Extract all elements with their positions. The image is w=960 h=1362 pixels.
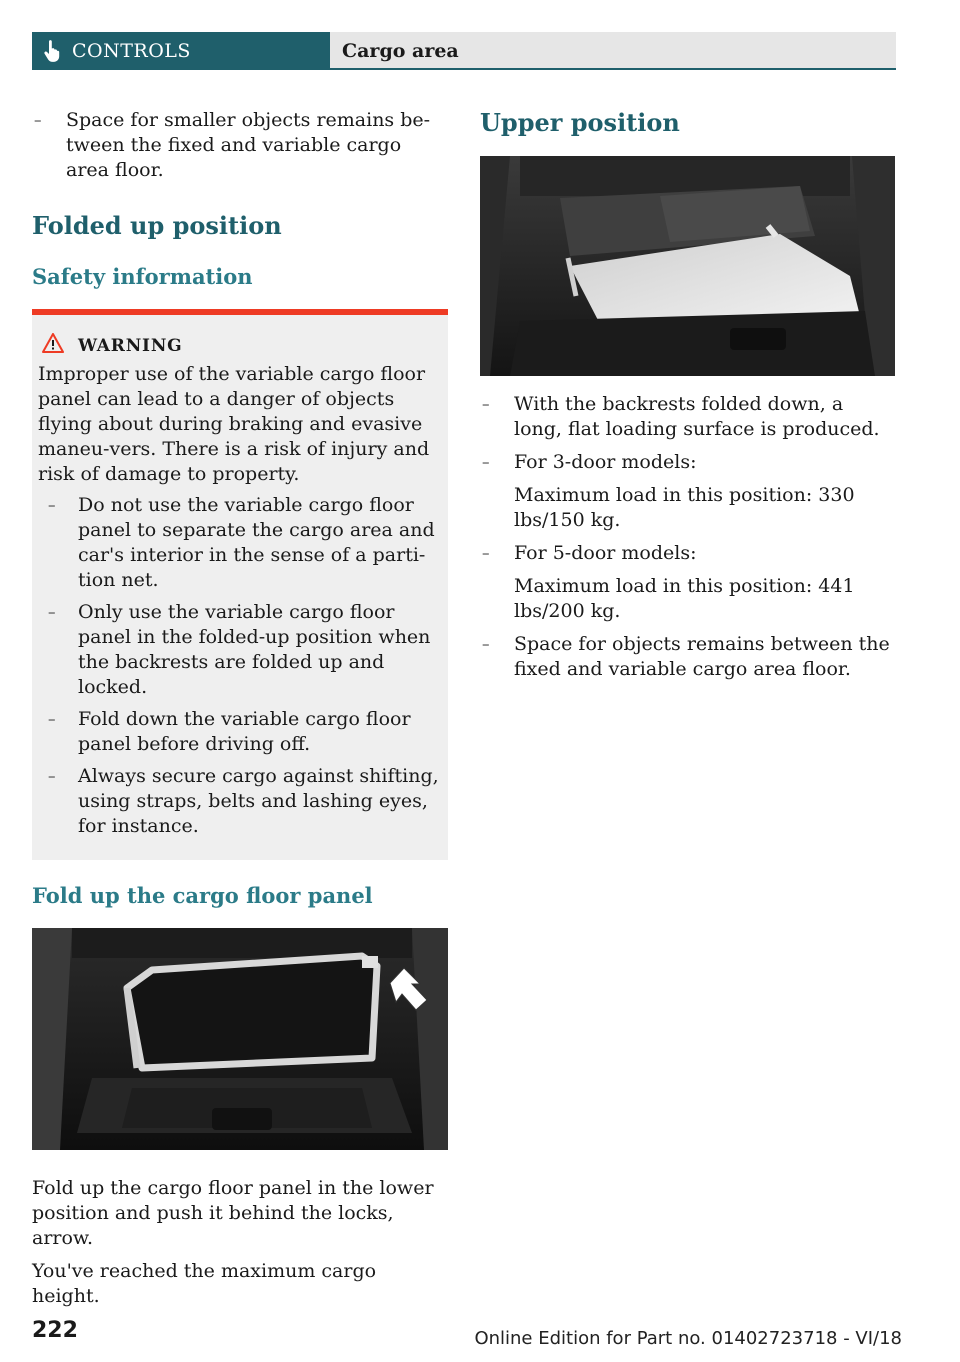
max-load-5-door: Maximum load in this position: 441 lbs/200 kg. xyxy=(514,575,855,622)
dash-bullet: – xyxy=(34,111,42,129)
warning-item: – Always secure cargo against shifting, using straps, belts and lashing eyes, for instance. xyxy=(48,765,439,837)
warning-item: – Only use the variable cargo floor panel in the folded-up position when the backrests are folded up and locked. xyxy=(48,601,431,698)
section-tab xyxy=(32,32,330,70)
page-header xyxy=(32,32,896,70)
list-item: – With the backrests folded down, a long, flat loading surface is produced. xyxy=(482,393,880,440)
heading-safety: Safety information xyxy=(32,264,253,289)
upper-position-list xyxy=(480,392,896,682)
hand-pointer-icon xyxy=(32,32,72,70)
topic-bar xyxy=(330,32,896,70)
list-item: – For 3-door models: Maximum load in this position: 330 lbs/150 kg. xyxy=(480,450,896,533)
paragraph-max-height: You've reached the maximum cargo height. xyxy=(32,1260,377,1307)
warning-header xyxy=(42,333,440,358)
header-rule xyxy=(330,68,896,70)
list-item: – Space for objects remains between the fixed and variable cargo area floor. xyxy=(482,633,890,680)
heading-folded-up: Folded up position xyxy=(32,211,282,240)
warning-text: Improper use of the variable cargo floor panel can lead to a danger of objects flying about during braking and evasive maneu-vers. There is a risk of injury and risk of damage to property. xyxy=(38,363,430,485)
warning-label: WARNING xyxy=(78,335,183,356)
list-item: – For 5-door models: Maximum load in this position: 441 lbs/200 kg. xyxy=(480,541,896,624)
warning-box xyxy=(32,309,448,860)
list-item: – Space for smaller objects remains be-tween the fixed and variable cargo area floor. xyxy=(34,109,431,181)
photo-cargo-floor-folded-up xyxy=(32,928,448,1150)
heading-fold-up-panel: Fold up the cargo floor panel xyxy=(32,883,373,908)
photo-cargo-floor-upper xyxy=(480,156,895,376)
topic-title: Cargo area xyxy=(342,40,459,62)
section-title: CONTROLS xyxy=(72,40,191,62)
heading-upper-position: Upper position xyxy=(480,108,680,137)
paragraph-fold-up: Fold up the cargo floor panel in the lower position and push it behind the locks, arrow. xyxy=(32,1177,434,1249)
warning-list xyxy=(38,493,440,839)
warning-triangle-icon xyxy=(42,333,64,358)
warning-item: – Fold down the variable cargo floor panel before driving off. xyxy=(48,708,411,755)
warning-item: – Do not use the variable cargo floor panel to separate the cargo area and car's interior in the sense of a parti-tion net. xyxy=(48,494,435,591)
page-number: 222 xyxy=(32,1318,78,1343)
edition-note: Online Edition for Part no. 01402723718 - VI/18 xyxy=(474,1328,902,1349)
max-load-3-door: Maximum load in this position: 330 lbs/150 kg. xyxy=(514,484,855,531)
intro-list xyxy=(32,108,448,183)
right-column xyxy=(480,108,896,690)
left-column xyxy=(32,108,448,1309)
